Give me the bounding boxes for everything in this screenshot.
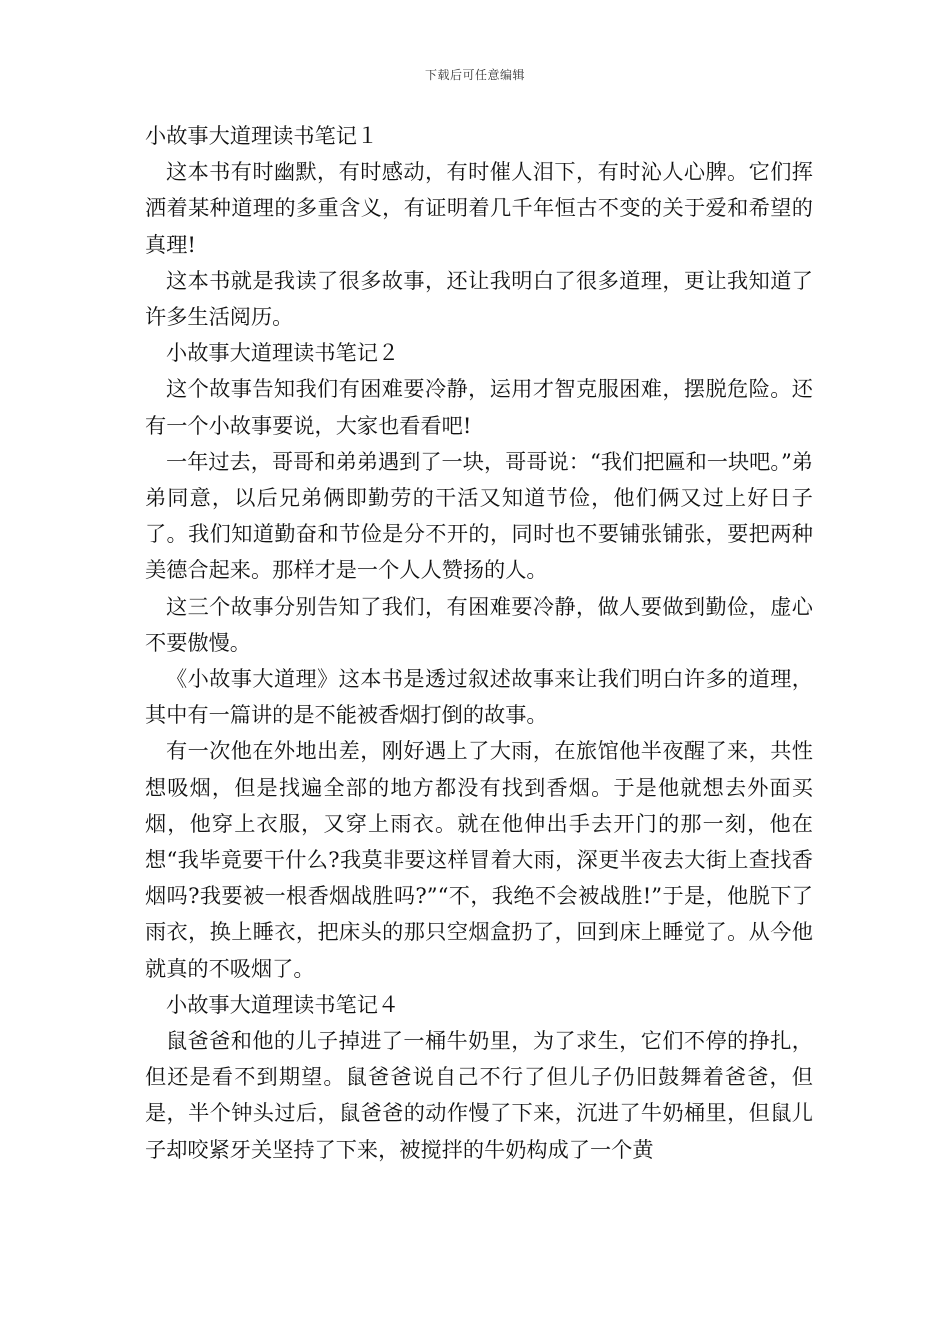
paragraph: 这个故事告知我们有困难要冷静，运用才智克服困难，摆脱危险。还有一个小故事要说，大家也看看吧!: [145, 376, 813, 438]
paragraph: 鼠爸爸和他的儿子掉进了一桶牛奶里，为了求生，它们不停的挣扎，但还是看不到期望。鼠爸爸说自己不行了但儿子仍旧鼓舞着爸爸，但是，半个钟头过后，鼠爸爸的动作慢了下来，沉进了牛奶桶里，但鼠儿子却咬紧牙关坚持了下来，被搅拌的牛奶构成了一个黄: [145, 1028, 813, 1162]
section-heading-2: 小故事大道理读书笔记２: [166, 340, 400, 366]
section-heading-4: 小故事大道理读书笔记４: [166, 991, 400, 1017]
page-header: 下载后可任意编辑: [424, 68, 525, 82]
document-body: [145, 118, 813, 1168]
section-heading-1: 小故事大道理读书笔记１: [145, 123, 379, 148]
paragraph: 有一次他在外地出差，刚好遇上了大雨，在旅馆他半夜醒了来，共性想吸烟，但是找遍全部的地方都没有找到香烟。于是他就想去外面买烟，他穿上衣服，又穿上雨衣。就在他伸出手去开门的那一刻，他在想“我毕竟要干什么?我莫非要这样冒着大雨，深更半夜去大街上查找香烟吗?我要被一根香烟战胜吗?”“不，我绝不会被战胜!”于是，他脱下了雨衣，换上睡衣，把床头的那只空烟盒扔了，回到床上睡觉了。从今他就真的不吸烟了。: [145, 738, 813, 981]
paragraph: 这本书就是我读了很多故事，还让我明白了很多道理，更让我知道了许多生活阅历。: [145, 267, 813, 330]
paragraph: 这三个故事分别告知了我们，有困难要冷静，做人要做到勤俭，虚心不要傲慢。: [145, 593, 813, 655]
paragraph: 一年过去，哥哥和弟弟遇到了一块，哥哥说：“我们把匾和一块吧。”弟弟同意，以后兄弟俩即勤劳的干活又知道节俭，他们俩又过上好日子了。我们知道勤奋和节俭是分不开的，同时也不要铺张铺张，要把两种美德合起来。那样才是一个人人赞扬的人。: [145, 448, 813, 583]
paragraph: 《小故事大道理》这本书是透过叙述故事来让我们明白许多的道理，其中有一篇讲的是不能被香烟打倒的故事。: [145, 666, 813, 728]
paragraph: 这本书有时幽默，有时感动，有时催人泪下，有时沁人心脾。它们挥洒着某种道理的多重含义，有证明着几千年恒古不变的关于爱和希望的真理!: [145, 159, 813, 257]
